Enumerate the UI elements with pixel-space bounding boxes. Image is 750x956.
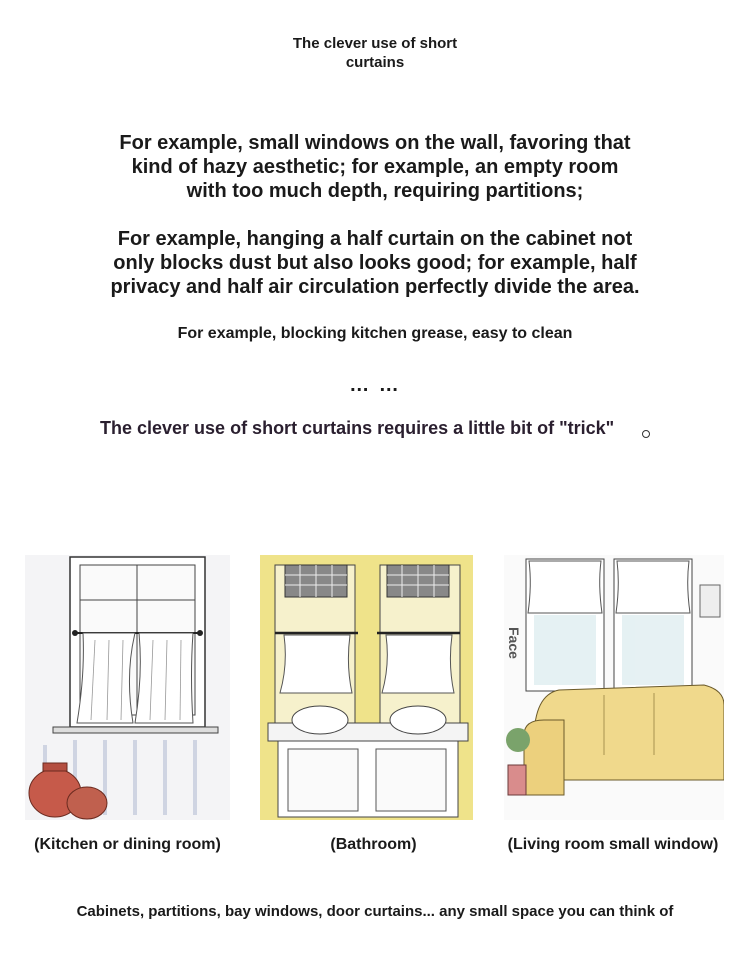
kitchen-illustration <box>25 555 230 820</box>
para2-line-3: privacy and half air circulation perfectly divide the area. <box>110 276 640 298</box>
caption-bathroom: (Bathroom) <box>330 836 417 853</box>
grease-text: For example, blocking kitchen grease, easy to clean <box>177 325 573 342</box>
para1-line-3: with too much depth, requiring partitions; <box>186 180 584 202</box>
caption-kitchen: (Kitchen or dining room) <box>34 836 221 853</box>
paragraph-1 <box>60 131 690 203</box>
caption-living-room: (Living room small window) <box>507 836 719 853</box>
footer-text: Cabinets, partitions, bay windows, door curtains... any small space you can think of <box>76 903 674 920</box>
paragraph-2 <box>60 227 690 299</box>
face-wall-text: Face <box>506 627 522 659</box>
ellipsis: … … <box>349 374 401 396</box>
period-mark <box>642 430 650 438</box>
page-title <box>0 34 750 72</box>
para2-line-2: only blocks dust but also looks good; for example, half <box>113 252 637 274</box>
living-room-illustration <box>504 555 724 820</box>
title-line-1: The clever use of short <box>292 35 458 52</box>
bathroom-illustration <box>260 555 473 820</box>
title-line-2: curtains <box>345 54 405 71</box>
para1-line-2: kind of hazy aesthetic; for example, an empty room <box>131 156 619 178</box>
para1-line-1: For example, small windows on the wall, favoring that <box>119 132 631 154</box>
para2-line-1: For example, hanging a half curtain on the cabinet not <box>117 228 633 250</box>
trick-text: The clever use of short curtains requires a little bit of "trick" <box>100 418 615 438</box>
